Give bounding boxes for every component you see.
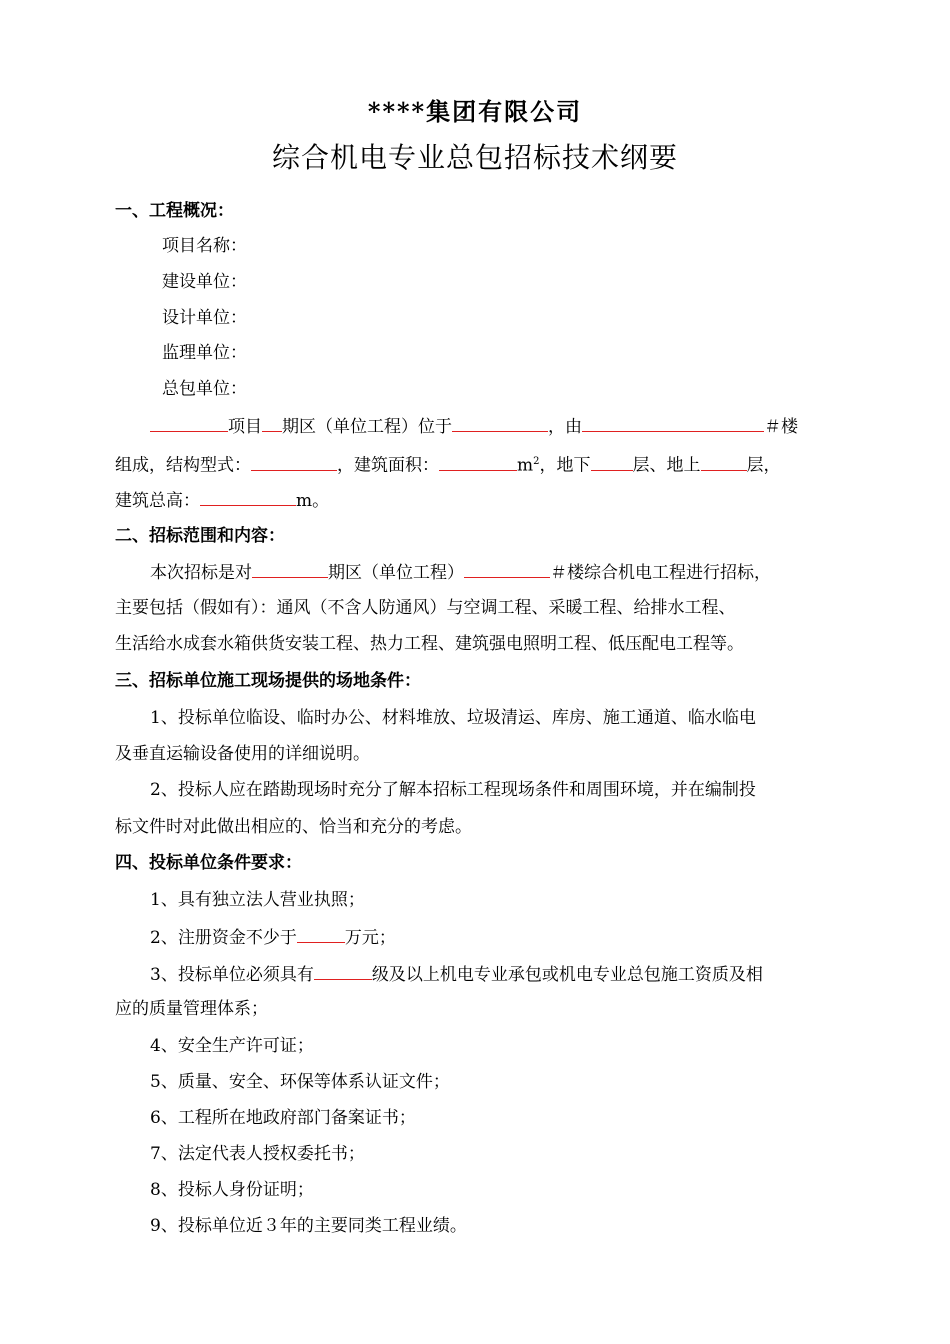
scope-line-1 <box>150 559 950 585</box>
text-building: ＃楼 <box>764 417 798 437</box>
text-by: ，由 <box>548 417 582 437</box>
blank-project[interactable] <box>150 413 228 432</box>
text-scope-intro: 本次招标是对 <box>150 563 252 583</box>
text-underground: ，地下 <box>539 455 591 476</box>
text-capital-unit: 万元； <box>344 928 396 948</box>
text-registered-capital: 2、注册资金不少于 <box>150 928 297 948</box>
text-scope-unit: 期区（单位工程） <box>328 563 464 583</box>
project-overview-line-2 <box>115 450 950 478</box>
site-item-2-line-2: 标文件时对此做出相应的、恰当和充分的考虑。 <box>115 817 472 837</box>
blank-scope-building[interactable] <box>464 559 550 578</box>
scope-line-3: 生活给水成套水箱供货安装工程、热力工程、建筑强电照明工程、低压配电工程等。 <box>115 634 744 654</box>
field-construction-unit: 建设单位： <box>162 272 247 292</box>
req-item-2 <box>150 924 950 950</box>
blank-underground-floors[interactable] <box>591 452 633 471</box>
blank-qualification-grade[interactable] <box>314 961 372 980</box>
text-phase-location: 期区（单位工程）位于 <box>282 417 452 437</box>
blank-building-area[interactable] <box>439 452 517 471</box>
text-structure-type: 组成，结构型式： <box>115 455 251 476</box>
field-supervision-unit: 监理单位： <box>162 343 247 363</box>
site-item-1-line-1: 1、投标单位临设、临时办公、材料堆放、垃圾清运、库房、施工通道、临水临电 <box>150 708 756 728</box>
text-area-unit-sup: 2 <box>533 456 540 467</box>
text-qualification-rest: 级及以上机电专业承包或机电专业总包施工资质及相 <box>371 965 763 985</box>
blank-phase[interactable] <box>262 413 282 432</box>
text-scope-building: ＃楼综合机电工程进行招标， <box>550 563 771 583</box>
company-name: ****集团有限公司 <box>367 97 583 126</box>
blank-scope-phase[interactable] <box>252 559 328 578</box>
scope-line-2: 主要包括（假如有）：通风（不含人防通风）与空调工程、采暖工程、给排水工程、 <box>115 598 736 618</box>
blank-location[interactable] <box>452 413 548 432</box>
document-title: 综合机电专业总包招标技术纲要 <box>271 141 678 174</box>
text-floor-suffix: 层， <box>746 455 781 476</box>
text-qualification: 3、投标单位必须具有 <box>150 965 314 985</box>
text-area-unit: m <box>517 455 534 476</box>
project-overview-line-3 <box>115 487 950 513</box>
text-aboveground: 层、地上 <box>632 455 701 476</box>
section-1-heading: 一、工程概况： <box>115 201 234 221</box>
field-general-contractor: 总包单位： <box>162 379 247 399</box>
text-total-height: 建筑总高： <box>115 491 200 511</box>
text-project: 项目 <box>228 417 262 437</box>
req-item-5: 5、质量、安全、环保等体系认证文件； <box>150 1072 450 1092</box>
blank-building-no[interactable] <box>582 413 764 432</box>
section-3-heading: 三、招标单位施工现场提供的场地条件： <box>115 671 421 691</box>
req-item-8: 8、投标人身份证明； <box>150 1180 314 1200</box>
section-4-heading: 四、投标单位条件要求： <box>115 853 302 873</box>
req-item-1: 1、具有独立法人营业执照； <box>150 890 365 910</box>
blank-total-height[interactable] <box>200 487 296 506</box>
blank-aboveground-floors[interactable] <box>701 452 747 471</box>
blank-registered-capital[interactable] <box>297 924 345 943</box>
section-2-heading: 二、招标范围和内容： <box>115 526 285 546</box>
req-item-6: 6、工程所在地政府部门备案证书； <box>150 1108 416 1128</box>
site-item-1-line-2: 及垂直运输设备使用的详细说明。 <box>115 744 370 764</box>
text-height-unit: m。 <box>296 491 330 511</box>
field-project-name: 项目名称： <box>162 236 247 256</box>
blank-structure-type[interactable] <box>251 452 337 471</box>
req-item-3-line-2: 应的质量管理体系； <box>115 999 268 1019</box>
req-item-4: 4、安全生产许可证； <box>150 1036 314 1056</box>
req-item-7: 7、法定代表人授权委托书； <box>150 1144 365 1164</box>
field-design-unit: 设计单位： <box>162 308 247 328</box>
req-item-9: 9、投标单位近３年的主要同类工程业绩。 <box>150 1216 467 1236</box>
site-item-2-line-1: 2、投标人应在踏勘现场时充分了解本招标工程现场条件和周围环境，并在编制投 <box>150 780 756 800</box>
project-overview-line-1 <box>150 413 950 439</box>
req-item-3 <box>150 961 950 987</box>
text-building-area: ，建筑面积： <box>337 455 439 476</box>
